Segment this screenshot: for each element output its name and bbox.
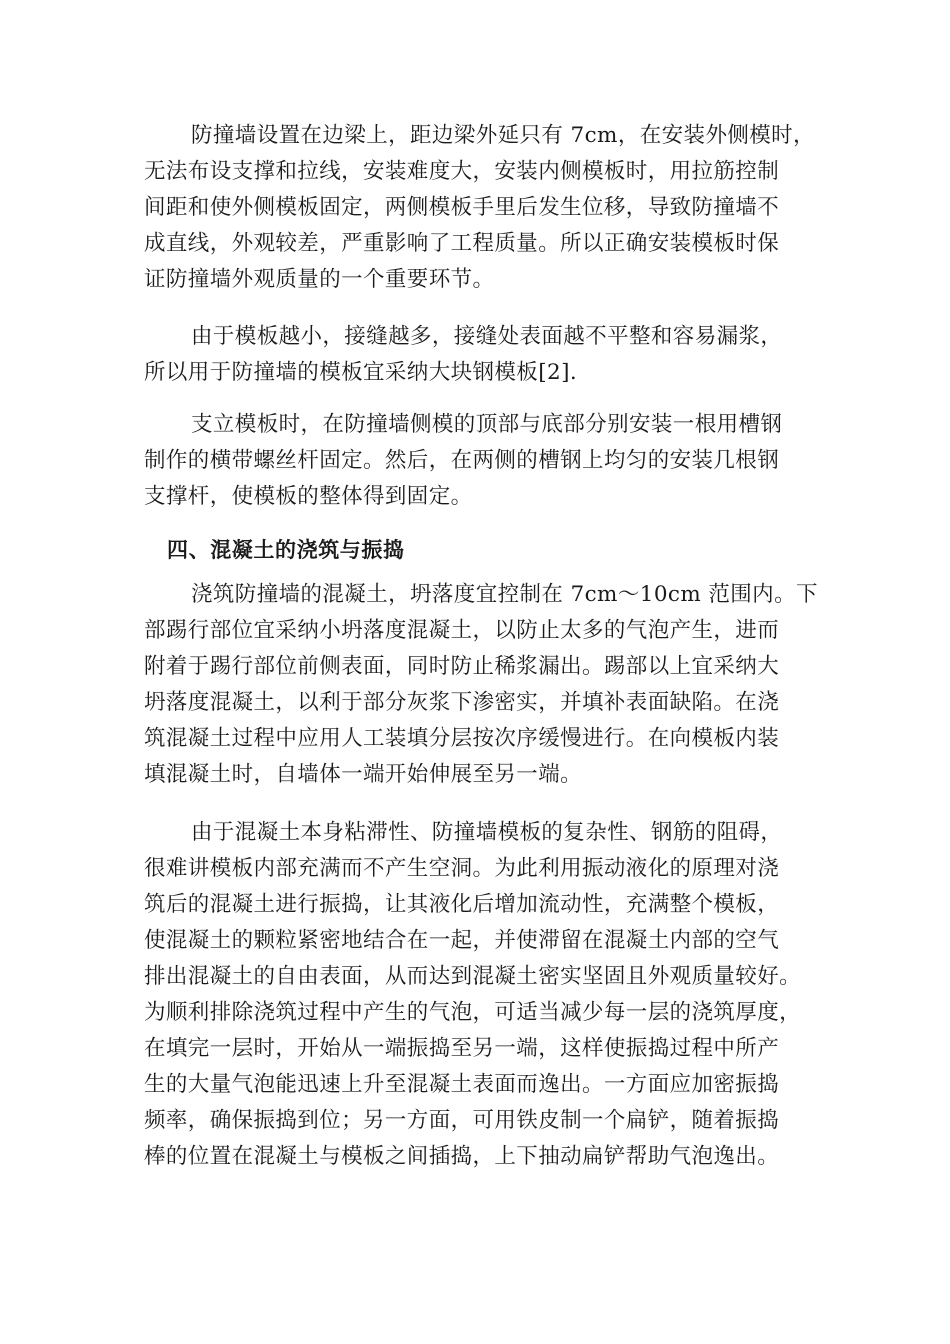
paragraph-line: 防撞墙设置在边梁上，距边梁外延只有 7cm，在安装外侧模时， [191, 123, 815, 148]
paragraph-line: 坍落度混凝土，以利于部分灰浆下渗密实，并填补表面缺陷。在浇 [144, 690, 780, 715]
paragraph-line: 筑后的混凝土进行振捣，让其液化后增加流动性，充满整个模板， [144, 892, 780, 917]
paragraph-line: 无法布设支撑和拉线，安装难度大，安装内侧模板时，用拉筋控制 [144, 159, 780, 184]
paragraph-line: 制作的横带螺丝杆固定。然后，在两侧的槽钢上均匀的安装几根钢 [144, 448, 780, 473]
paragraph-line: 频率，确保振捣到位；另一方面，可用铁皮制一个扁铲，随着振捣 [144, 1108, 780, 1133]
paragraph-line: 生的大量气泡能迅速上升至混凝土表面而逸出。一方面应加密振捣 [144, 1072, 780, 1097]
paragraph-line: 证防撞墙外观质量的一个重要环节。 [144, 267, 495, 292]
paragraph-line: 部踢行部位宜采纳小坍落度混凝土，以防止太多的气泡产生，进而 [144, 618, 780, 643]
paragraph-line: 浇筑防撞墙的混凝土，坍落度宜控制在 7cm～10cm 范围内。下 [191, 582, 818, 607]
paragraph-line: 很难讲模板内部充满而不产生空洞。为此利用振动液化的原理对浇 [144, 856, 780, 881]
section-heading: 四、混凝土的浇筑与振捣 [167, 538, 405, 562]
paragraph-line: 填混凝土时，自墙体一端开始伸展至另一端。 [144, 762, 583, 787]
paragraph-line: 棒的位置在混凝土与模板之间插捣，上下抽动扁铲帮助气泡逸出。 [144, 1144, 780, 1169]
paragraph-line: 由于混凝土本身粘滞性、防撞墙模板的复杂性、钢筋的阻碍， [191, 820, 783, 845]
paragraph-line: 所以用于防撞墙的模板宜采纳大块钢模板[2]. [144, 360, 578, 385]
paragraph-line: 筑混凝土过程中应用人工装填分层按次序缓慢进行。在向模板内装 [144, 726, 780, 751]
paragraph-line: 支立模板时，在防撞墙侧模的顶部与底部分别安装一根用槽钢 [191, 412, 783, 437]
paragraph-line: 在填完一层时，开始从一端振捣至另一端，这样使振捣过程中所产 [144, 1036, 780, 1061]
paragraph-line: 支撑杆，使模板的整体得到固定。 [144, 484, 473, 509]
paragraph-line: 间距和使外侧模板固定，两侧模板手里后发生位移，导致防撞墙不 [144, 195, 780, 220]
paragraph-line: 由于模板越小，接缝越多，接缝处表面越不平整和容易漏浆， [191, 324, 783, 349]
paragraph-line: 附着于踢行部位前侧表面，同时防止稀浆漏出。踢部以上宜采纳大 [144, 654, 780, 679]
paragraph-line: 成直线，外观较差，严重影响了工程质量。所以正确安装模板时保 [144, 231, 780, 256]
paragraph-line: 使混凝土的颗粒紧密地结合在一起，并使滞留在混凝土内部的空气 [144, 928, 780, 953]
paragraph-line: 为顺利排除浇筑过程中产生的气泡，可适当减少每一层的浇筑厚度， [144, 1000, 802, 1025]
paragraph-line: 排出混凝土的自由表面，从而达到混凝土密实坚固且外观质量较好。 [144, 964, 802, 989]
